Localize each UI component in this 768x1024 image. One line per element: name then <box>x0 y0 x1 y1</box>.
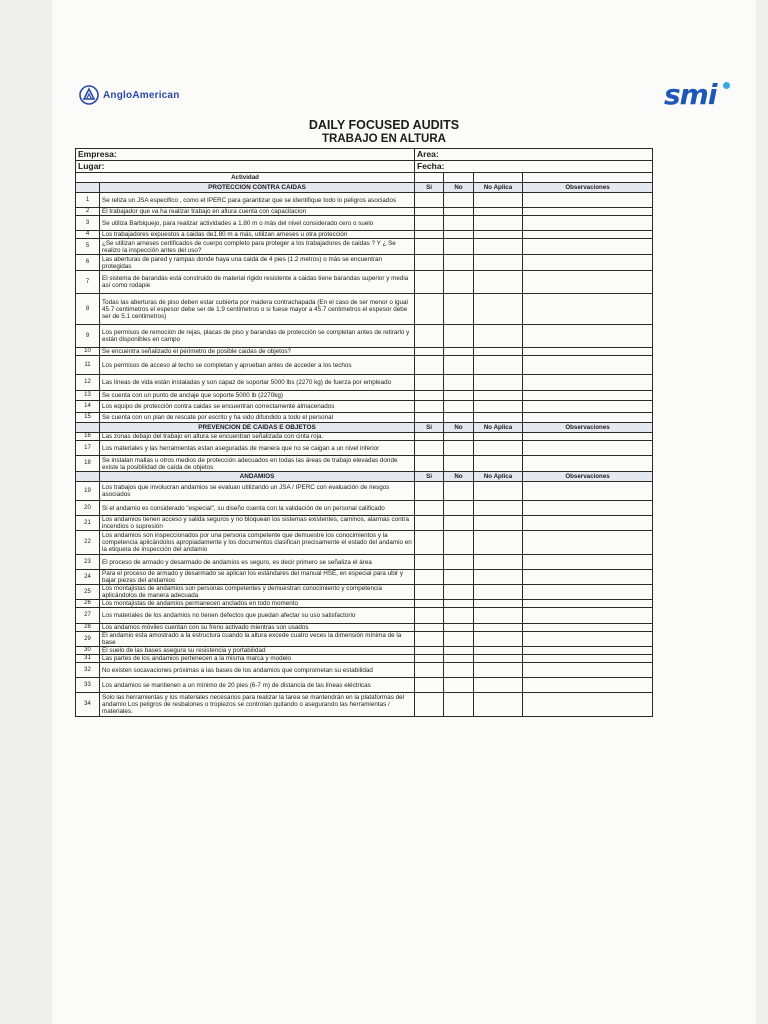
si-checkbox-cell[interactable] <box>415 239 444 255</box>
checklist-row <box>76 600 653 608</box>
item-activity-text: Solo las herramientas y los materiales necesarios para realizar la tarea se mantendrán en la plataformas del andamio Los peligros de resbalones o tropiezos se controlan quitando o asegurando las herramientas / materiales. <box>100 693 415 717</box>
no-checkbox-cell[interactable] <box>444 600 474 608</box>
section-header-row <box>76 472 653 482</box>
item-activity-text: Los andamios se mantienen a un mínimo de 20 pies (6-7 m) de distancia de las líneas eléctricas <box>100 678 415 693</box>
checklist-row <box>76 608 653 624</box>
checklist-row <box>76 375 653 391</box>
checklist-row <box>76 271 653 294</box>
checklist-row <box>76 624 653 632</box>
no-aplica-checkbox-cell[interactable] <box>474 216 523 231</box>
observaciones-input-cell[interactable] <box>523 647 653 655</box>
item-number: 2 <box>76 208 100 216</box>
si-checkbox-cell[interactable] <box>415 655 444 663</box>
item-activity-text: Los andamos móviles cuentan con su freno activado mientras son usados <box>100 624 415 632</box>
si-checkbox-cell[interactable] <box>415 516 444 531</box>
checklist-row <box>76 433 653 441</box>
checklist-row <box>76 570 653 585</box>
observaciones-input-cell[interactable] <box>523 570 653 585</box>
checklist-row <box>76 555 653 570</box>
si-checkbox-cell[interactable] <box>415 456 444 472</box>
item-number: 22 <box>76 531 100 555</box>
si-checkbox-cell[interactable] <box>415 555 444 570</box>
no-checkbox-cell[interactable] <box>444 356 474 375</box>
no-checkbox-cell[interactable] <box>444 624 474 632</box>
observaciones-input-cell[interactable] <box>523 375 653 391</box>
item-activity-text: No existen socavaciones próximas a las bases de los andamios que comprometan su estabilidad <box>100 663 415 678</box>
observaciones-input-cell[interactable] <box>523 624 653 632</box>
no-aplica-column-header: No Aplica <box>474 423 523 433</box>
item-activity-text: Se cuenta con un punto de anclaje que soporte 5000 lb (2270kg) <box>100 391 415 401</box>
item-activity-text: Los trabajos que involucran andamios se evaluan utilizando un JSA / IPERC con evaluación de riesgos asociados <box>100 482 415 501</box>
item-number: 16 <box>76 433 100 441</box>
no-checkbox-cell[interactable] <box>444 632 474 647</box>
si-checkbox-cell[interactable] <box>415 663 444 678</box>
checklist-row <box>76 255 653 271</box>
checklist-row <box>76 391 653 401</box>
angloamerican-emblem-icon <box>79 85 99 105</box>
checklist-row <box>76 531 653 555</box>
checklist-row <box>76 441 653 456</box>
si-column-header: Si <box>415 472 444 482</box>
brand-left-text: AngloAmerican <box>103 89 180 101</box>
item-number: 32 <box>76 663 100 678</box>
no-aplica-checkbox-cell[interactable] <box>474 570 523 585</box>
si-checkbox-cell[interactable] <box>415 391 444 401</box>
no-checkbox-cell[interactable] <box>444 401 474 413</box>
no-aplica-checkbox-cell[interactable] <box>474 208 523 216</box>
no-aplica-checkbox-cell[interactable] <box>474 255 523 271</box>
si-checkbox-cell[interactable] <box>415 401 444 413</box>
no-aplica-checkbox-cell[interactable] <box>474 678 523 693</box>
item-number: 15 <box>76 413 100 423</box>
no-column-header: No <box>444 423 474 433</box>
si-checkbox-cell[interactable] <box>415 208 444 216</box>
item-number: 24 <box>76 570 100 585</box>
item-activity-text: El suelo de las bases asegura su resistencia y portabilidad <box>100 647 415 655</box>
observaciones-input-cell[interactable] <box>523 239 653 255</box>
no-checkbox-cell[interactable] <box>444 663 474 678</box>
observaciones-column-header: Observaciones <box>523 423 653 433</box>
item-activity-text: Los permisos de remoción de rejas, placas de piso y barandas de protección se completan antes de retirarlo y están disponibles en campo <box>100 325 415 348</box>
no-checkbox-cell[interactable] <box>444 441 474 456</box>
si-checkbox-cell[interactable] <box>415 647 444 655</box>
checklist-row <box>76 482 653 501</box>
no-checkbox-cell[interactable] <box>444 216 474 231</box>
item-activity-text: Los materiales y las herramientas estan aseguradas de manera que no se caigan a un nivel inferior <box>100 441 415 456</box>
si-column-header: Si <box>415 183 444 193</box>
no-aplica-checkbox-cell[interactable] <box>474 585 523 600</box>
fecha-field[interactable] <box>415 161 653 173</box>
checklist-row <box>76 193 653 208</box>
no-aplica-column-header: No Aplica <box>474 183 523 193</box>
item-number: 30 <box>76 647 100 655</box>
no-checkbox-cell[interactable] <box>444 608 474 624</box>
item-number: 7 <box>76 271 100 294</box>
no-checkbox-cell[interactable] <box>444 413 474 423</box>
observaciones-input-cell[interactable] <box>523 271 653 294</box>
si-column-header: Si <box>415 423 444 433</box>
item-activity-text: Las aberturas de pared y rampas donde haya una caida de 4 pies (1.2 metros) o más se encuentran protegidas <box>100 255 415 271</box>
item-activity-text: Se cuenta con un plan de rescate por escrito y ha sido difundido a todo el personal <box>100 413 415 423</box>
item-activity-text: Para el proceso de armado y desarmado se aplican los estándares del manual HSE, en especial para ubir y bajar piezas del andamios <box>100 570 415 585</box>
item-activity-text: ¿Se utilizan arneses certificados de cuerpo completo para proteger a los trabajadores de caidas ? Y ¿ Se realizo la inspección antes del uso? <box>100 239 415 255</box>
si-checkbox-cell[interactable] <box>415 482 444 501</box>
no-aplica-checkbox-cell[interactable] <box>474 391 523 401</box>
no-aplica-checkbox-cell[interactable] <box>474 294 523 325</box>
checklist-row <box>76 516 653 531</box>
item-number: 18 <box>76 456 100 472</box>
no-aplica-checkbox-cell[interactable] <box>474 516 523 531</box>
no-checkbox-cell[interactable] <box>444 193 474 208</box>
observaciones-input-cell[interactable] <box>523 678 653 693</box>
no-checkbox-cell[interactable] <box>444 255 474 271</box>
observaciones-input-cell[interactable] <box>523 433 653 441</box>
audit-form-table <box>75 148 653 717</box>
item-activity-text: El proceso de armado y desarmado de andamios es seguro, es decir primero se señaliza el área <box>100 555 415 570</box>
item-number: 31 <box>76 655 100 663</box>
no-aplica-checkbox-cell[interactable] <box>474 413 523 423</box>
item-activity-text: Los andamios tienen acceso y salida seguros y no bloquean los sistemas existentes, caminos, alarmas contra incendios o supresión <box>100 516 415 531</box>
no-column-header: No <box>444 472 474 482</box>
no-aplica-checkbox-cell[interactable] <box>474 600 523 608</box>
brand-right-text: smi <box>664 78 717 111</box>
si-checkbox-cell[interactable] <box>415 441 444 456</box>
observaciones-input-cell[interactable] <box>523 208 653 216</box>
observaciones-input-cell[interactable] <box>523 294 653 325</box>
blank-header-cell <box>474 173 523 183</box>
observaciones-input-cell[interactable] <box>523 231 653 239</box>
no-aplica-checkbox-cell[interactable] <box>474 239 523 255</box>
no-aplica-checkbox-cell[interactable] <box>474 193 523 208</box>
item-number: 3 <box>76 216 100 231</box>
item-activity-text: Se utiliza Barbiquejo, para realizar actividades a 1.80 m o más del nivel considerado cero o suelo <box>100 216 415 231</box>
no-aplica-checkbox-cell[interactable] <box>474 401 523 413</box>
no-aplica-checkbox-cell[interactable] <box>474 655 523 663</box>
si-checkbox-cell[interactable] <box>415 678 444 693</box>
si-checkbox-cell[interactable] <box>415 271 444 294</box>
item-number: 19 <box>76 482 100 501</box>
section-title: PREVENCION DE CAIDAS E OBJETOS <box>100 423 415 433</box>
no-aplica-checkbox-cell[interactable] <box>474 271 523 294</box>
no-aplica-checkbox-cell[interactable] <box>474 693 523 717</box>
no-aplica-checkbox-cell[interactable] <box>474 531 523 555</box>
observaciones-input-cell[interactable] <box>523 663 653 678</box>
observaciones-input-cell[interactable] <box>523 348 653 356</box>
si-checkbox-cell[interactable] <box>415 255 444 271</box>
area-label: Area: <box>417 149 439 159</box>
section-number-cell <box>76 183 100 193</box>
observaciones-input-cell[interactable] <box>523 356 653 375</box>
checklist-row <box>76 501 653 516</box>
no-checkbox-cell[interactable] <box>444 325 474 348</box>
observaciones-input-cell[interactable] <box>523 555 653 570</box>
observaciones-column-header: Observaciones <box>523 472 653 482</box>
si-checkbox-cell[interactable] <box>415 413 444 423</box>
no-checkbox-cell[interactable] <box>444 555 474 570</box>
checklist-row <box>76 693 653 717</box>
item-activity-text: Los trabajadores expuestos a caidas de1.80 m a más, utilizan arneses u otra protección <box>100 231 415 239</box>
item-activity-text: El sistema de barandas está construido de material rigido resistente a caidas tiene barandas superior y media así como rodapie <box>100 271 415 294</box>
lugar-label: Lugar: <box>78 161 105 171</box>
checklist-row <box>76 356 653 375</box>
no-checkbox-cell[interactable] <box>444 693 474 717</box>
no-checkbox-cell[interactable] <box>444 433 474 441</box>
item-activity-text: Las partes de los andamios pertenecen a la misma marca y modelo <box>100 655 415 663</box>
checklist-row <box>76 647 653 655</box>
observaciones-input-cell[interactable] <box>523 482 653 501</box>
item-number: 11 <box>76 356 100 375</box>
checklist-row <box>76 413 653 423</box>
no-aplica-checkbox-cell[interactable] <box>474 608 523 624</box>
no-checkbox-cell[interactable] <box>444 570 474 585</box>
smi-logo <box>664 80 732 110</box>
no-checkbox-cell[interactable] <box>444 585 474 600</box>
item-activity-text: Los andamios son inspeccionados por una persona competente que demuestre los conocimientos y la competencia aplicándolos apropiadamente y los documentos clasifican precisamente el estado del andamio en la etiqueta de inspección del andamio <box>100 531 415 555</box>
no-checkbox-cell[interactable] <box>444 456 474 472</box>
no-checkbox-cell[interactable] <box>444 516 474 531</box>
si-checkbox-cell[interactable] <box>415 375 444 391</box>
si-checkbox-cell[interactable] <box>415 193 444 208</box>
checklist-row <box>76 348 653 356</box>
item-activity-text: Los materiales de los andamios no tienen defectos que puedan afectar su uso satisfactorio <box>100 608 415 624</box>
checklist-row <box>76 401 653 413</box>
no-checkbox-cell[interactable] <box>444 647 474 655</box>
checklist-row <box>76 663 653 678</box>
no-checkbox-cell[interactable] <box>444 348 474 356</box>
si-checkbox-cell[interactable] <box>415 600 444 608</box>
observaciones-input-cell[interactable] <box>523 632 653 647</box>
item-number: 20 <box>76 501 100 516</box>
checklist-row <box>76 456 653 472</box>
si-checkbox-cell[interactable] <box>415 231 444 239</box>
observaciones-input-cell[interactable] <box>523 608 653 624</box>
document-title: DAILY FOCUSED AUDITS <box>308 118 460 132</box>
area-field[interactable] <box>415 149 653 161</box>
item-number: 14 <box>76 401 100 413</box>
observaciones-input-cell[interactable] <box>523 501 653 516</box>
angloamerican-logo <box>79 83 180 107</box>
checklist-row <box>76 239 653 255</box>
no-aplica-checkbox-cell[interactable] <box>474 501 523 516</box>
item-activity-text: Los equipo de protección contra caidas se encuentran correctamente almacenados <box>100 401 415 413</box>
si-checkbox-cell[interactable] <box>415 433 444 441</box>
no-aplica-checkbox-cell[interactable] <box>474 348 523 356</box>
section-number-cell <box>76 472 100 482</box>
no-checkbox-cell[interactable] <box>444 208 474 216</box>
item-number: 23 <box>76 555 100 570</box>
si-checkbox-cell[interactable] <box>415 356 444 375</box>
no-aplica-checkbox-cell[interactable] <box>474 356 523 375</box>
item-number: 33 <box>76 678 100 693</box>
observaciones-input-cell[interactable] <box>523 456 653 472</box>
item-number: 28 <box>76 624 100 632</box>
checklist-row <box>76 632 653 647</box>
observaciones-input-cell[interactable] <box>523 585 653 600</box>
observaciones-input-cell[interactable] <box>523 413 653 423</box>
item-number: 13 <box>76 391 100 401</box>
fecha-label: Fecha: <box>417 161 445 171</box>
checklist-row <box>76 325 653 348</box>
si-checkbox-cell[interactable] <box>415 216 444 231</box>
item-activity-text: Todas las aberturas de piso deben estar cubierta por madera contrachapada (En el caso de ser menor o igual 45.7 centimetros el espesor debe ser de 1.9 centimetros o si fuese mayor a 45.7 centimetros el espesor debe ser de 5.1 centimetros) <box>100 294 415 325</box>
checklist-row <box>76 294 653 325</box>
item-number: 12 <box>76 375 100 391</box>
no-aplica-checkbox-cell[interactable] <box>474 663 523 678</box>
no-checkbox-cell[interactable] <box>444 375 474 391</box>
lugar-field[interactable] <box>76 161 415 173</box>
si-checkbox-cell[interactable] <box>415 570 444 585</box>
observaciones-input-cell[interactable] <box>523 516 653 531</box>
no-checkbox-cell[interactable] <box>444 294 474 325</box>
item-activity-text: Se instalan mallas u otros medios de protección adecuados en todas las áreas de trabajo elevadas donde existe la posibilidad de caída de objetos <box>100 456 415 472</box>
si-checkbox-cell[interactable] <box>415 585 444 600</box>
observaciones-input-cell[interactable] <box>523 325 653 348</box>
section-header-row <box>76 183 653 193</box>
no-checkbox-cell[interactable] <box>444 271 474 294</box>
item-activity-text: El trabajador que va ha realizar trabajo en altura cuenta con capacitacion <box>100 208 415 216</box>
no-checkbox-cell[interactable] <box>444 678 474 693</box>
no-checkbox-cell[interactable] <box>444 531 474 555</box>
item-number: 6 <box>76 255 100 271</box>
blank-header-cell <box>444 173 474 183</box>
no-aplica-checkbox-cell[interactable] <box>474 231 523 239</box>
observaciones-input-cell[interactable] <box>523 441 653 456</box>
no-checkbox-cell[interactable] <box>444 501 474 516</box>
blank-header-cell <box>523 173 653 183</box>
checklist-row <box>76 678 653 693</box>
no-aplica-checkbox-cell[interactable] <box>474 375 523 391</box>
item-number: 27 <box>76 608 100 624</box>
section-title: PROTECCION CONTRA CAIDAS <box>100 183 415 193</box>
no-checkbox-cell[interactable] <box>444 655 474 663</box>
si-checkbox-cell[interactable] <box>415 531 444 555</box>
no-checkbox-cell[interactable] <box>444 482 474 501</box>
observaciones-input-cell[interactable] <box>523 401 653 413</box>
si-checkbox-cell[interactable] <box>415 608 444 624</box>
no-aplica-checkbox-cell[interactable] <box>474 555 523 570</box>
item-number: 17 <box>76 441 100 456</box>
item-activity-text: Los permisos de acceso al techo se completan y aprueban antes de acceder a los techos <box>100 356 415 375</box>
no-column-header: No <box>444 183 474 193</box>
item-activity-text: Las líneas de vida están instaladas y son capaz de soportar 5000 lbs (2270 kg) de fuerza por empleado <box>100 375 415 391</box>
document-subtitle: TRABAJO EN ALTURA <box>322 133 446 145</box>
smi-dot-icon <box>723 82 730 89</box>
no-aplica-checkbox-cell[interactable] <box>474 433 523 441</box>
item-activity-text: Los montajistas de andamios son personas competentes y demuestran conocimiento y competencia aplicándolos de manera adecuada <box>100 585 415 600</box>
item-number: 25 <box>76 585 100 600</box>
observaciones-input-cell[interactable] <box>523 655 653 663</box>
section-header-row <box>76 423 653 433</box>
item-number: 5 <box>76 239 100 255</box>
item-number: 26 <box>76 600 100 608</box>
si-checkbox-cell[interactable] <box>415 624 444 632</box>
item-number: 9 <box>76 325 100 348</box>
observaciones-input-cell[interactable] <box>523 216 653 231</box>
si-checkbox-cell[interactable] <box>415 693 444 717</box>
section-title: ANDAMIOS <box>100 472 415 482</box>
no-aplica-checkbox-cell[interactable] <box>474 624 523 632</box>
item-number: 1 <box>76 193 100 208</box>
item-activity-text: Los montajistas de andamios permanecen anclados en todo momento <box>100 600 415 608</box>
observaciones-input-cell[interactable] <box>523 391 653 401</box>
si-checkbox-cell[interactable] <box>415 632 444 647</box>
si-checkbox-cell[interactable] <box>415 294 444 325</box>
no-aplica-checkbox-cell[interactable] <box>474 632 523 647</box>
item-number: 21 <box>76 516 100 531</box>
observaciones-input-cell[interactable] <box>523 600 653 608</box>
empresa-label: Empresa: <box>78 149 117 159</box>
item-activity-text: Las zonas debajo del trabajo en altura se encuentran señalizada con cinta roja. <box>100 433 415 441</box>
item-activity-text: Si el andamio es considerado "especial", su diseño cuenta con la validación de un personal calificado <box>100 501 415 516</box>
actividad-header: Actividad <box>76 173 415 183</box>
checklist-row <box>76 655 653 663</box>
item-number: 34 <box>76 693 100 717</box>
no-aplica-checkbox-cell[interactable] <box>474 456 523 472</box>
observaciones-input-cell[interactable] <box>523 255 653 271</box>
checklist-row <box>76 585 653 600</box>
item-activity-text: Se encuentra señalizado el perimetro de posible caidas de objetos? <box>100 348 415 356</box>
no-checkbox-cell[interactable] <box>444 391 474 401</box>
no-aplica-checkbox-cell[interactable] <box>474 647 523 655</box>
no-aplica-column-header: No Aplica <box>474 472 523 482</box>
observaciones-input-cell[interactable] <box>523 193 653 208</box>
si-checkbox-cell[interactable] <box>415 325 444 348</box>
section-number-cell <box>76 423 100 433</box>
no-checkbox-cell[interactable] <box>444 231 474 239</box>
item-number: 8 <box>76 294 100 325</box>
observaciones-input-cell[interactable] <box>523 693 653 717</box>
si-checkbox-cell[interactable] <box>415 348 444 356</box>
empresa-field[interactable] <box>76 149 415 161</box>
observaciones-column-header: Observaciones <box>523 183 653 193</box>
checklist-row <box>76 216 653 231</box>
si-checkbox-cell[interactable] <box>415 501 444 516</box>
item-activity-text: Se reliza un JSA especifico , como el IPERC para garantizar que se identifique todo lo peligros asociados <box>100 193 415 208</box>
item-activity-text: El andamio esta amostrado a la estructura cuando la altura excede cuatro veces la dimensión mínima de la base <box>100 632 415 647</box>
no-aplica-checkbox-cell[interactable] <box>474 441 523 456</box>
observaciones-input-cell[interactable] <box>523 531 653 555</box>
checklist-row <box>76 231 653 239</box>
no-aplica-checkbox-cell[interactable] <box>474 325 523 348</box>
blank-header-cell <box>415 173 444 183</box>
item-number: 10 <box>76 348 100 356</box>
no-checkbox-cell[interactable] <box>444 239 474 255</box>
item-number: 4 <box>76 231 100 239</box>
checklist-row <box>76 208 653 216</box>
item-number: 29 <box>76 632 100 647</box>
no-aplica-checkbox-cell[interactable] <box>474 482 523 501</box>
